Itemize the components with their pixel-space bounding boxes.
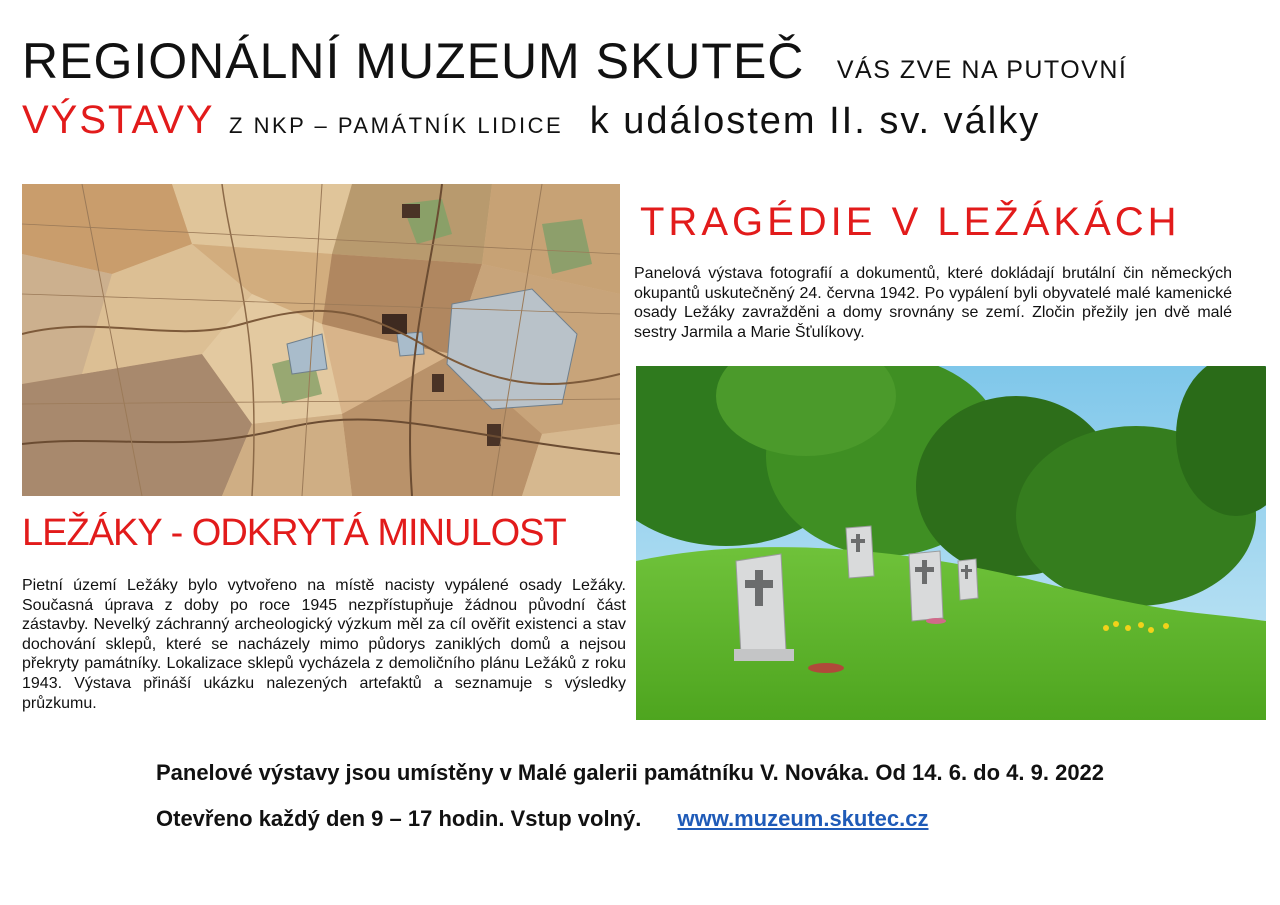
opening-hours-line [156,806,1156,832]
lezaky-heading: LEŽÁKY - ODKRYTÁ MINULOST [22,512,566,554]
tragedy-heading: TRAGÉDIE V LEŽÁKÁCH [640,200,1181,244]
website-link[interactable]: www.muzeum.skutec.cz [677,806,929,831]
museum-title: REGIONÁLNÍ MUZEUM SKUTEČ [22,33,805,89]
header-line-1 [22,32,1262,90]
memorial-illustration [636,366,1266,720]
header-line-2 [22,98,1262,143]
exhibition-source: Z NKP – PAMÁTNÍK LIDICE [229,113,564,138]
lezaky-description: Pietní území Ležáky bylo vytvořeno na místě nacisty vypálené osady Ležáky. Současná úprava z doby po roce 1945 nezpřístupňuje žádnou původní část zástavby. Nevelký záchranný archeologický výzkum měl za cíl ověřit existenci a stav dochování sklepů, které se nacházely mimo půdorys zaniklých domů a nejsou překryty památníky. Lokalizace sklepů vycházela z demoličního plánu Ležáků z roku 1943. Výstava přináší ukázku nalezených artefaktů a seznamuje s výsledky průzkumu. [22,577,626,712]
invitation-text: VÁS ZVE NA PUTOVNÍ [836,56,1128,84]
tragedy-description: Panelová výstava fotografií a dokumentů, které dokládají brutální čin německých okupantů uskutečněný 24. června 1942. Po vypálení byli obyvatelé malé kamenické osady Ležáky zavražděni a domy srovnány se zemí. Zločin přežily jen dvě malé sestry Jarmila a Marie Šťulíkovy. [634,265,1232,341]
historical-map-image [22,184,620,496]
exhibition-topic: k událostem II. sv. války [589,100,1041,142]
map-illustration [22,184,620,496]
opening-hours: Otevřeno každý den 9 – 17 hodin. Vstup volný. [156,806,642,831]
memorial-photo [636,366,1266,720]
exhibitions-word: VÝSTAVY [22,98,215,142]
exhibition-location-dates: Panelové výstavy jsou umístěny v Malé galerii památníku V. Nováka. Od 14. 6. do 4. 9. 2022 [155,760,1105,785]
